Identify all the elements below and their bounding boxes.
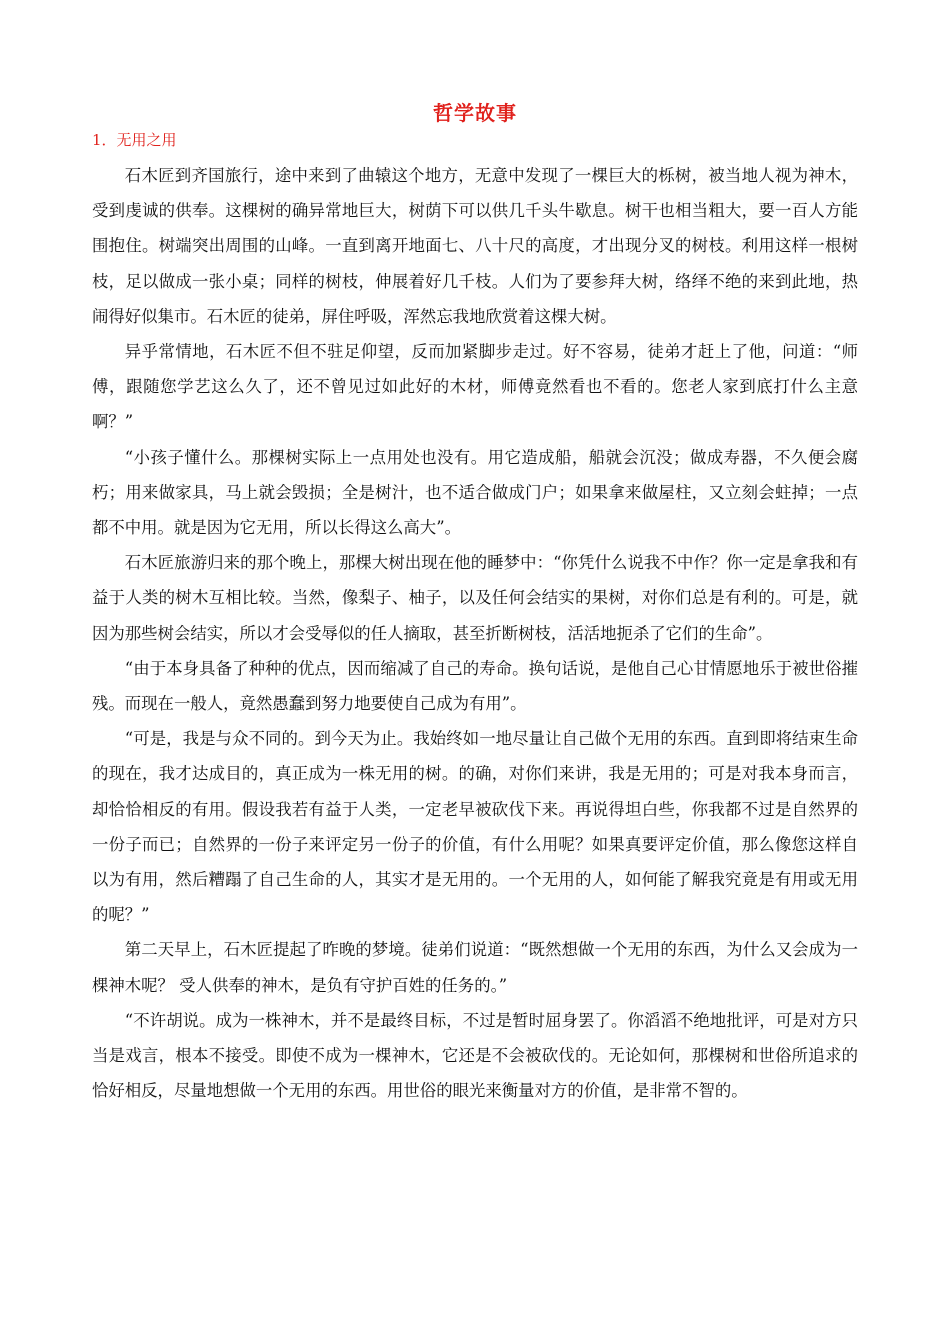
paragraph: “由于本身具备了种种的优点，因而缩减了自己的寿命。换句话说，是他自己心甘情愿地乐于被世俗摧残。而现在一般人，竟然愚蠢到努力地要使自己成为有用”。: [92, 658, 858, 714]
paragraph: 石木匠旅游归来的那个晚上，那棵大树出现在他的睡梦中：“你凭什么说我不中作？你一定是拿我和有益于人类的树木互相比较。当然，像梨子、柚子，以及任何会结实的果树，对你们总是有利的。可是，就因为那些树会结实，所以才会受辱似的任人摘取，甚至折断树枝，活活地扼杀了它们的生命”。: [92, 553, 858, 643]
paragraph: “可是，我是与众不同的。到今天为止。我始终如一地尽量让自己做个无用的东西。直到即将结束生命的现在，我才达成目的，真正成为一株无用的树。的确，对你们来讲，我是无用的；可是对我本身而言，却恰恰相反的有用。假设我若有益于人类，一定老早被砍伐下来。再说得坦白些，你我都不过是自然界的一份子而已；自然界的一份子来评定另一份子的价值，有什么用呢？如果真要评定价值，那么像您这样自以为有用，然后糟蹋了自己生命的人，其实才是无用的。一个无用的人，如何能了解我究竟是有用或无用的呢？”: [92, 729, 858, 925]
document-title: 哲学故事: [433, 101, 517, 125]
section-heading: 1．无用之用: [92, 131, 177, 149]
paragraph: “小孩子懂什么。那棵树实际上一点用处也没有。用它造成船，船就会沉没；做成寿器，不久便会腐朽；用来做家具，马上就会毁损；全是树汁，也不适合做成门户；如果拿来做屋柱，又立刻会蛀掉；一点都不中用。就是因为它无用，所以长得这么高大”。: [92, 447, 858, 538]
document-body: [92, 158, 858, 1108]
paragraph: 第二天早上，石木匠提起了昨晚的梦境。徒弟们说道：“既然想做一个无用的东西，为什么又会成为一棵神木呢？ 受人供奉的神木，是负有守护百姓的任务的。”: [92, 940, 858, 995]
paragraph: 异乎常情地，石木匠不但不驻足仰望，反而加紧脚步走过。好不容易，徒弟才赶上了他，问道：“师傅，跟随您学艺这么久了，还不曾见过如此好的木材，师傅竟然看也不看的。您老人家到底打什么主意啊？”: [92, 342, 858, 432]
paragraph: “不许胡说。成为一株神木，并不是最终目标，不过是暂时屈身罢了。你滔滔不绝地批评，可是对方只当是戏言，根本不接受。即使不成为一棵神木，它还是不会被砍伐的。无论如何，那棵树和世俗所追求的恰好相反，尽量地想做一个无用的东西。用世俗的眼光来衡量对方的价值，是非常不智的。: [92, 1010, 858, 1101]
paragraph: 石木匠到齐国旅行，途中来到了曲辕这个地方，无意中发现了一棵巨大的栎树，被当地人视为神木，受到虔诚的供奉。这棵树的确异常地巨大，树荫下可以供几千头牛歇息。树干也相当粗大，要一百人方能围抱住。树端突出周围的山峰。一直到离开地面七、八十尺的高度，才出现分叉的树枝。利用这样一根树枝，足以做成一张小桌；同样的树枝，伸展着好几千枝。人们为了要参拜大树，络绎不绝的来到此地，热闹得好似集市。石木匠的徒弟，屏住呼吸，浑然忘我地欣赏着这棵大树。: [92, 166, 858, 326]
